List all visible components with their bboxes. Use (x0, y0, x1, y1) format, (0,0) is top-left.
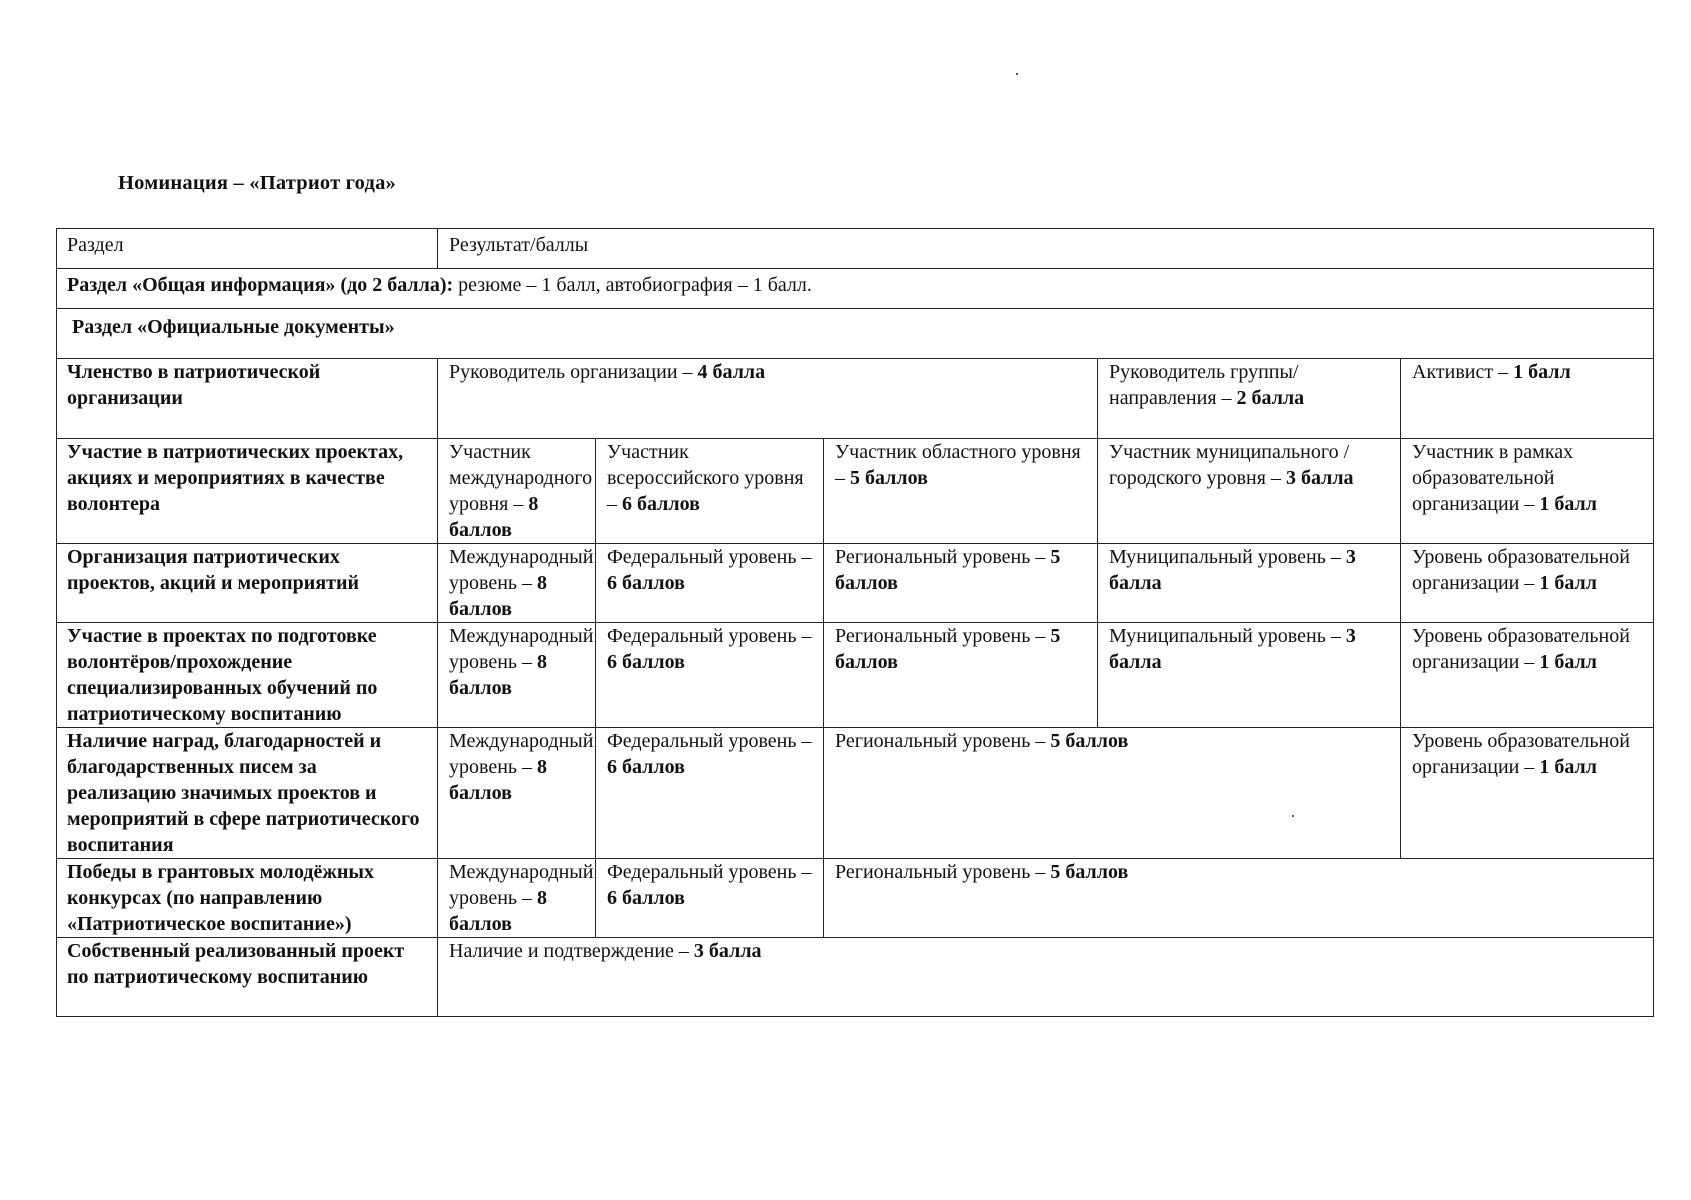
score-cell: Федеральный уровень – 6 баллов (596, 544, 824, 623)
row-label: Участие в патриотических проектах, акциях и мероприятиях в качестве волонтера (57, 439, 438, 544)
table-row (57, 938, 1654, 1017)
score-cell: Участник в рамках образовательной организации – 1 балл (1401, 439, 1654, 544)
score-cell: Международный уровень – 8 баллов (438, 623, 596, 728)
score-cell: Участник всероссийского уровня – 6 баллов (596, 439, 824, 544)
scan-speck (1016, 73, 1018, 75)
score-cell: Участник областного уровня – 5 баллов (824, 439, 1098, 544)
score-cell: Федеральный уровень – 6 баллов (596, 728, 824, 859)
official-docs-title: Раздел «Официальные документы» (57, 309, 1654, 359)
score-cell: Международный уровень – 8 баллов (438, 859, 596, 938)
header-result: Результат/баллы (438, 229, 1654, 269)
score-cell: Муниципальный уровень – 3 балла (1098, 623, 1401, 728)
table-row (57, 439, 1654, 544)
general-info-details: резюме – 1 балл, автобиография – 1 балл. (453, 274, 812, 296)
table-row (57, 623, 1654, 728)
score-cell: Федеральный уровень – 6 баллов (596, 859, 824, 938)
score-cell: Участник международного уровня – 8 баллов (438, 439, 596, 544)
page-title: Номинация – «Патриот года» (118, 172, 397, 194)
row-label: Победы в грантовых молодёжных конкурсах (по направлению «Патриотическое воспитание») (57, 859, 438, 938)
row-label: Наличие наград, благодарностей и благодарственных писем за реализацию значимых проектов и мероприятий в сфере патриотического воспитания (57, 728, 438, 859)
score-cell: Участник муниципального /городского уровня – 3 балла (1098, 439, 1401, 544)
header-section: Раздел (57, 229, 438, 269)
table-row (57, 728, 1654, 859)
score-cell: Наличие и подтверждение – 3 балла (438, 938, 1654, 1017)
score-cell: Региональный уровень – 5 баллов (824, 728, 1401, 859)
score-cell: Региональный уровень – 5 баллов (824, 544, 1098, 623)
row-label: Членство в патриотической организации (57, 359, 438, 439)
general-info-title: Раздел «Общая информация» (до 2 балла): (67, 274, 454, 296)
table-header-row (57, 229, 1654, 269)
score-cell: Активист – 1 балл (1401, 359, 1654, 439)
table-row (57, 544, 1654, 623)
table-row (57, 359, 1654, 439)
score-cell: Руководитель организации – 4 балла (438, 359, 1098, 439)
score-cell: Уровень образовательной организации – 1 балл (1401, 544, 1654, 623)
score-cell: Международный уровень – 8 баллов (438, 544, 596, 623)
score-cell: Руководитель группы/направления – 2 балла (1098, 359, 1401, 439)
official-docs-row (57, 309, 1654, 359)
score-cell: Региональный уровень – 5 баллов (824, 859, 1654, 938)
score-cell: Уровень образовательной организации – 1 балл (1401, 623, 1654, 728)
general-info-cell (57, 269, 1654, 309)
general-info-row (57, 269, 1654, 309)
row-label: Собственный реализованный проект по патриотическому воспитанию (57, 938, 438, 1017)
score-cell: Уровень образовательной организации – 1 балл (1401, 728, 1654, 859)
row-label: Участие в проектах по подготовке волонтёров/прохождение специализированных обучений по патриотическому воспитанию (57, 623, 438, 728)
score-cell: Федеральный уровень – 6 баллов (596, 623, 824, 728)
score-cell: Международный уровень – 8 баллов (438, 728, 596, 859)
score-cell: Региональный уровень – 5 баллов (824, 623, 1098, 728)
table-row (57, 859, 1654, 938)
scoring-table (56, 228, 1654, 1017)
score-cell: Муниципальный уровень – 3 балла (1098, 544, 1401, 623)
row-label: Организация патриотических проектов, акций и мероприятий (57, 544, 438, 623)
